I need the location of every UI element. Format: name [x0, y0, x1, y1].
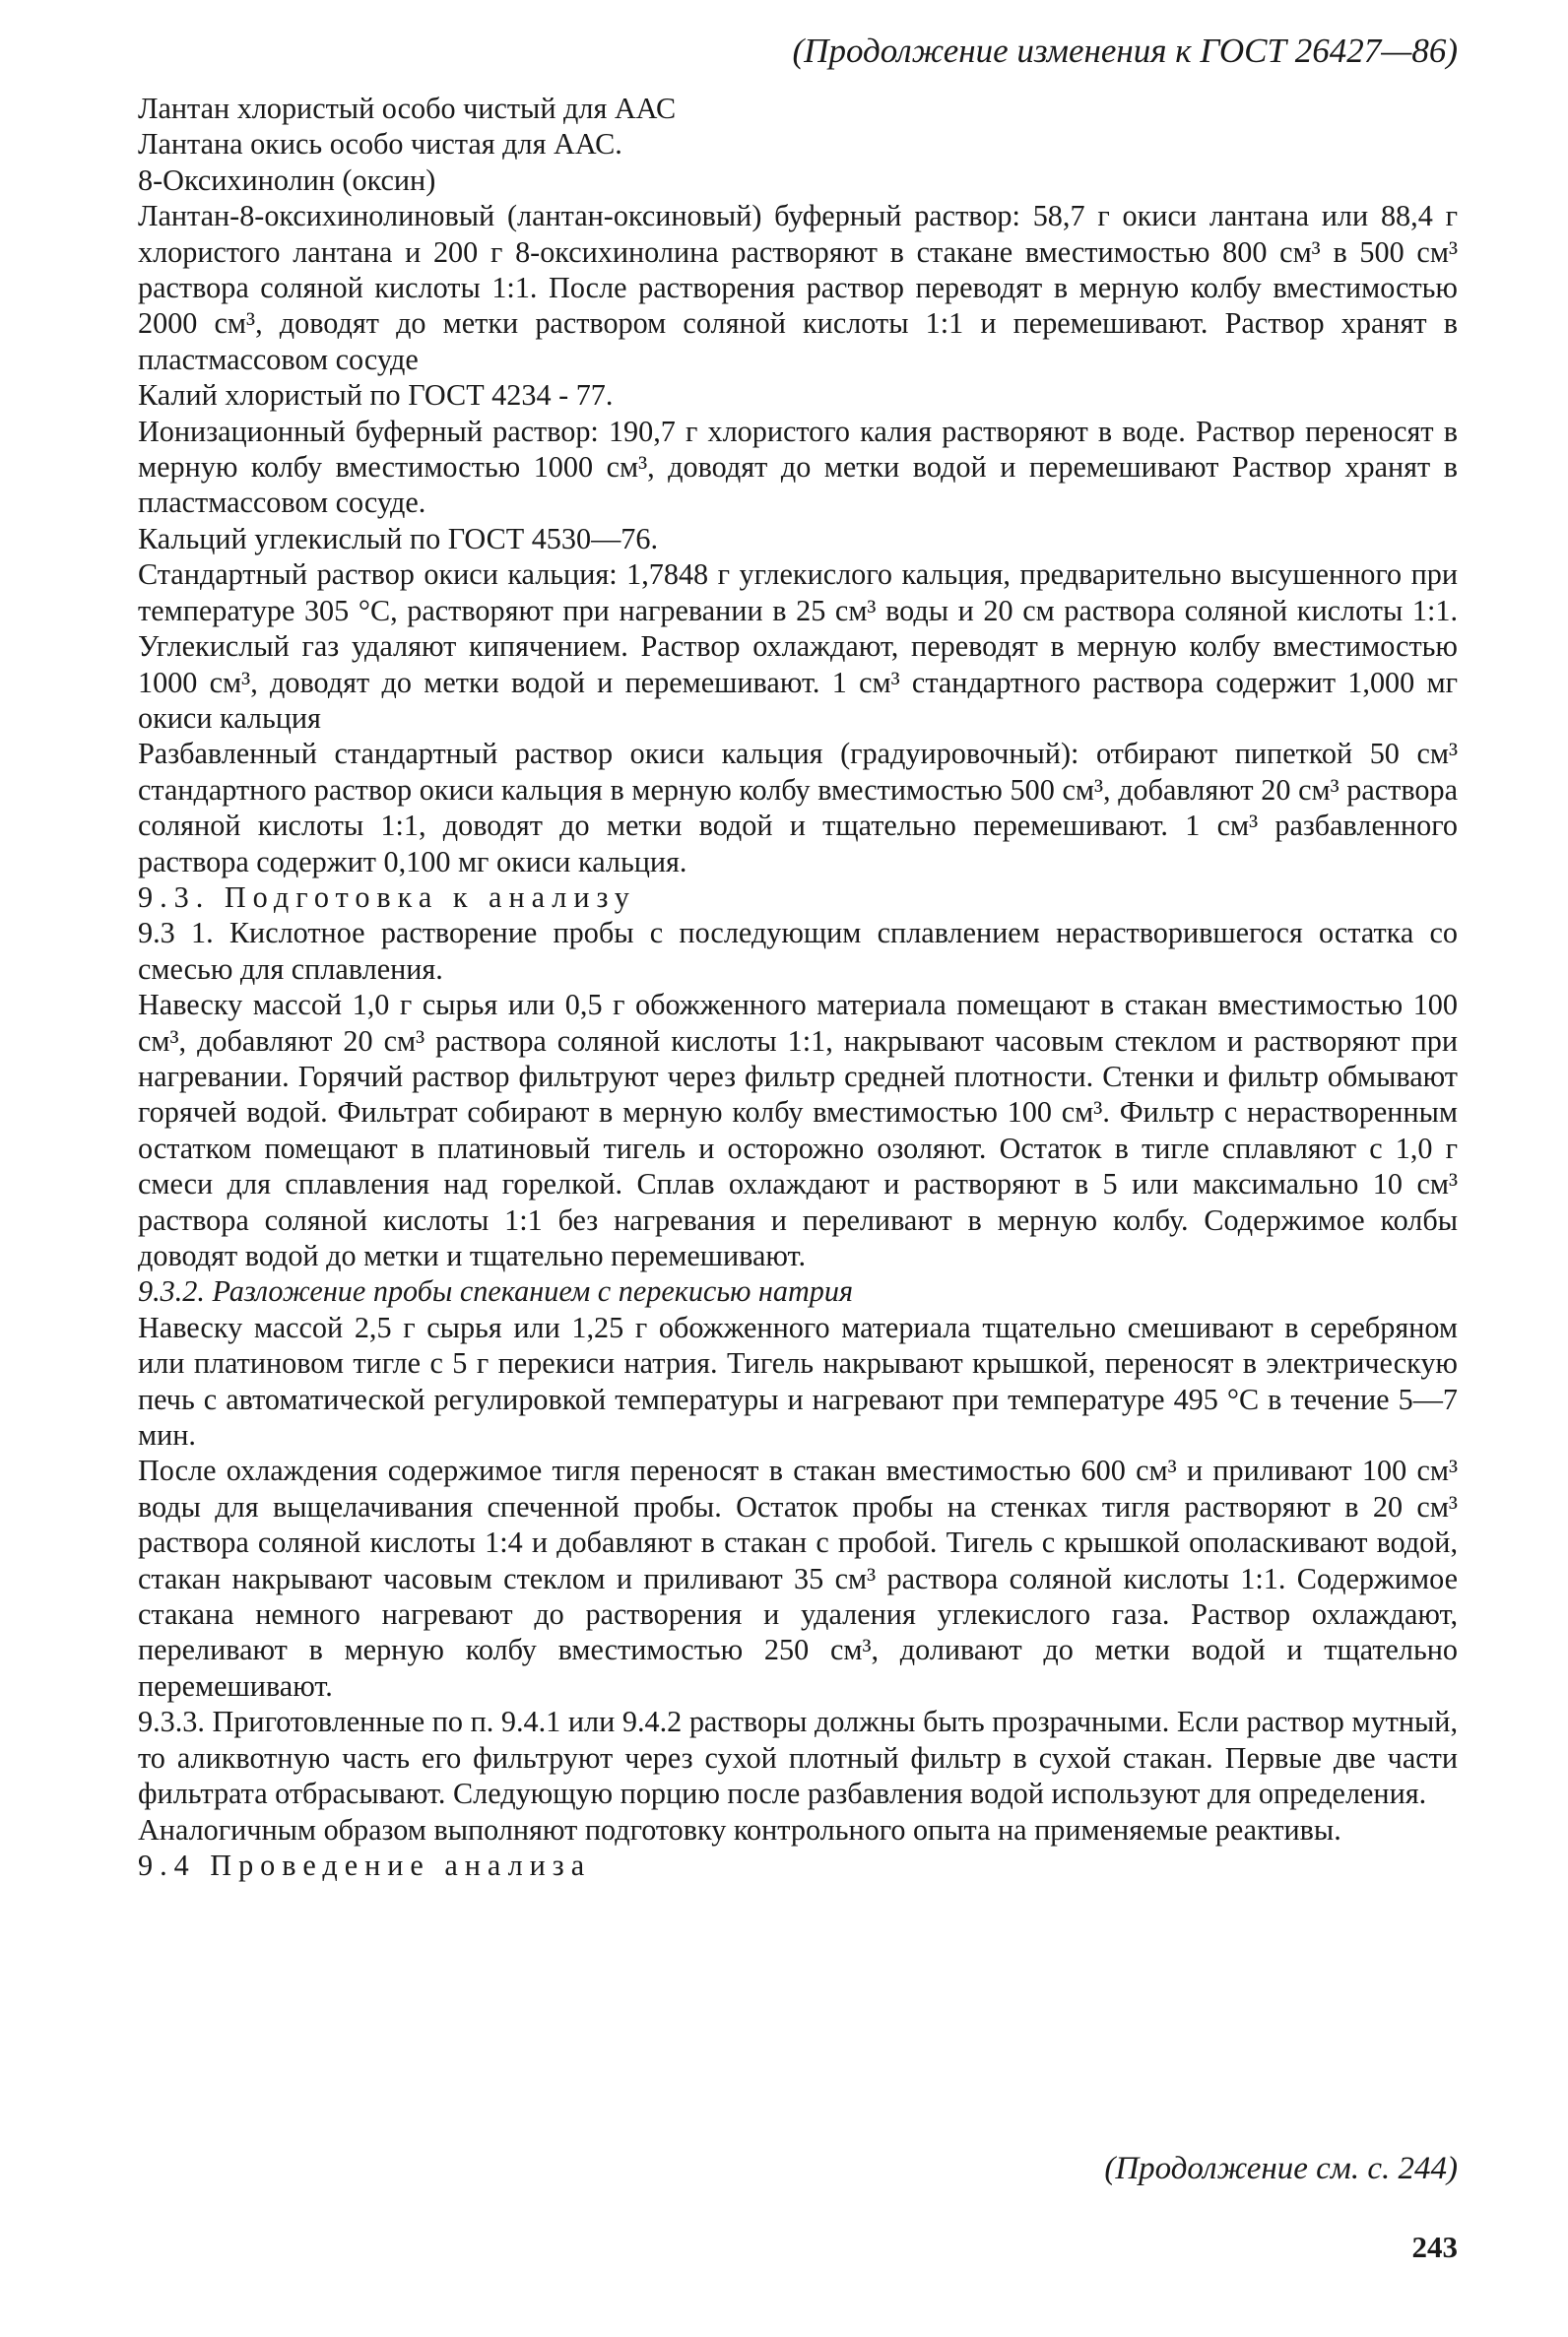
- page-number: 243: [1411, 2230, 1458, 2264]
- continuation-note: (Продолжение см. с. 244): [1104, 2151, 1458, 2186]
- paragraph: Навеску массой 1,0 г сырья или 0,5 г обожженного материала помещают в стакан вместимостью 100 см³, добавляют 20 см³ раствора соляной кислоты 1:1, накрывают часовым стеклом и растворяют при нагревании. Горячий раствор фильтруют через фильтр средней плотности. Стенки и фильтр обмывают горячей водой. Фильтрат собирают в мерную колбу вместимостью 100 см³. Фильтр с нерастворенным остатком помещают в платиновый тигель и осторожно озоляют. Остаток в тигле сплавляют с 1,0 г смеси для сплавления над горелкой. Сплав охлаждают и растворяют в 5 или максимально 10 см³ раствора соляной кислоты 1:1 без нагревания и переливают в мерную колбу. Содержимое колбы доводят водой до метки и тщательно перемешивают.: [138, 988, 1458, 1272]
- subsection-heading: 9.3.2. Разложение пробы спеканием с перекисью натрия: [138, 1274, 853, 1309]
- paragraph: Кальций углекислый по ГОСТ 4530—76.: [138, 521, 659, 555]
- paragraph: После охлаждения содержимое тигля переносят в стакан вместимостью 600 см³ и приливают 100 см³ воды для выщелачивания спеченной пробы. Остаток пробы на стенках тигля растворяют в 20 см³ раствора соляной кислоты 1:4 и добавляют в стакан с пробой. Тигель с крышкой ополаскивают водой, стакан накрывают часовым стеклом и приливают 35 см³ раствора соляной кислоты 1:1. Содержимое стакана немного нагревают до растворения и удаления углекислого газа. Раствор охлаждают, переливают в мерную колбу вместимостью 250 см³, доливают до метки водой и тщательно перемешивают.: [138, 1454, 1458, 1703]
- section-heading: 9.4 Проведение анализа: [138, 1848, 592, 1882]
- paragraph: Калий хлористый по ГОСТ 4234 - 77.: [138, 378, 614, 413]
- paragraph: Лантана окись особо чистая для ААС.: [138, 127, 622, 162]
- paragraph: Аналогичным образом выполняют подготовку контрольного опыта на применяемые реактивы.: [138, 1812, 1341, 1847]
- paragraph: Навеску массой 2,5 г сырья или 1,25 г обожженного материала тщательно смешивают в серебряном или платиновом тигле с 5 г перекиси натрия. Тигель накрывают крышкой, переносят в электрическую печь с автоматической регулировкой температуры и нагревают при температуре 495 °С в течение 5—7 мин.: [138, 1310, 1458, 1453]
- body-text: [138, 91, 1458, 1883]
- paragraph: 8-Оксихинолин (оксин): [138, 162, 436, 197]
- page-header: (Продолжение изменения к ГОСТ 26427—86): [792, 32, 1458, 70]
- paragraph: Ионизационный буферный раствор: 190,7 г хлористого калия растворяют в воде. Раствор переносят в мерную колбу вместимостью 1000 см³, доводят до метки водой и перемешивают Раствор хранят в пластмассовом сосуде.: [138, 414, 1458, 520]
- paragraph: Лантан хлористый особо чистый для ААС: [138, 92, 677, 125]
- paragraph: Лантан-8-оксихинолиновый (лантан-оксиновый) буферный раствор: 58,7 г окиси лантана или 88,4 г хлористого лантана и 200 г 8-оксихинолина растворяют в стакане вместимостью 800 см³ в 500 см³ раствора соляной кислоты 1:1. После растворения раствор переводят в мерную колбу вместимостью 2000 см³, доводят до метки раствором соляной кислоты 1:1 и перемешивают. Раствор хранят в пластмассовом сосуде: [138, 199, 1458, 376]
- paragraph: 9.3.3. Приготовленные по п. 9.4.1 или 9.4.2 растворы должны быть прозрачными. Если раствор мутный, то аликвотную часть его фильтруют через сухой плотный фильтр в сухой стакан. Первые две части фильтрата отбрасывают. Следующую порцию после разбавления водой используют для определения.: [138, 1705, 1458, 1811]
- paragraph: Стандартный раствор окиси кальция: 1,7848 г углекислого кальция, предварительно высушенного при температуре 305 °С, растворяют при нагревании в 25 см³ воды и 20 см раствора соляной кислоты 1:1. Углекислый газ удаляют кипячением. Раствор охлаждают, переводят в мерную колбу вместимостью 1000 см³, доводят до метки водой и перемешивают. 1 см³ стандартного раствора содержит 1,000 мг окиси кальция: [138, 557, 1458, 735]
- paragraph: Разбавленный стандартный раствор окиси кальция (градуировочный): отбирают пипеткой 50 см³ стандартного раствор окиси кальция в мерную колбу вместимостью 500 см³, добавляют 20 см³ раствора соляной кислоты 1:1, доводят до метки водой и тщательно перемешивают. 1 см³ разбавленного раствора содержит 0,100 мг окиси кальция.: [138, 737, 1458, 878]
- paragraph: 9.3 1. Кислотное растворение пробы с последующим сплавлением нерастворившегося остатка со смесью для сплавления.: [138, 916, 1458, 986]
- section-heading: 9.3. Подготовка к анализу: [138, 879, 636, 914]
